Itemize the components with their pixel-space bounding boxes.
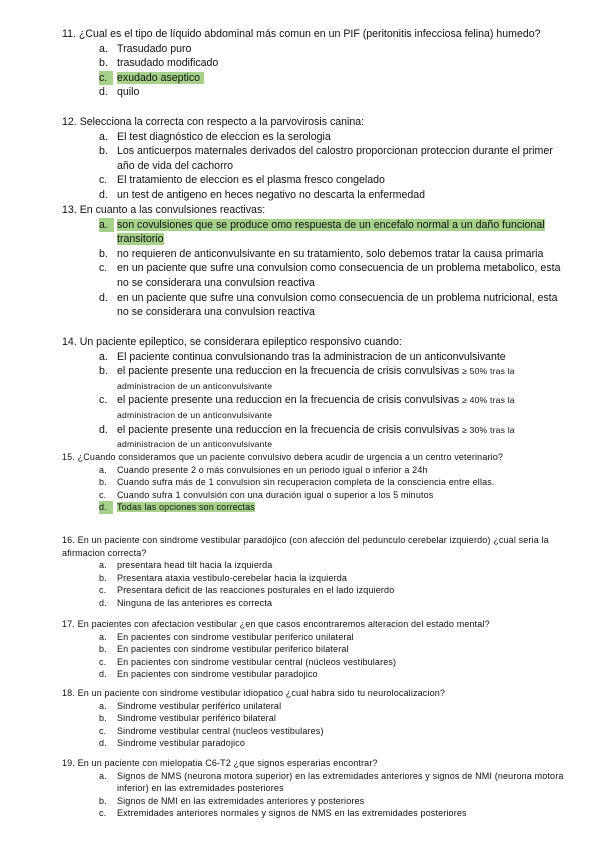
option-b: b. Cuando sufra más de 1 convulsion sin recuperacion completa de la consciencia entre ellas.	[99, 477, 495, 488]
question-text: 17. En pacientes con afectacion vestibular ¿en que casos encontraremos alteracion del estado mental?	[62, 619, 490, 629]
option-list	[62, 770, 572, 820]
option-list	[62, 464, 572, 514]
option-d: d. En pacientes con sindrome vestibular paradojico	[99, 669, 318, 680]
option-c: c. el paciente presente una reduccion en la frecuencia de crisis convulsivas ≥ 40% tras la administracion de un anticonvulsivante	[99, 394, 515, 420]
question-text: 15. ¿Cuando consideramos que un paciente convulsivo debera acudir de urgencia a un centro veterinario?	[62, 452, 504, 462]
option-b: b. trasudado modificado	[99, 57, 219, 70]
option-b: b. En pacientes con sindrome vestibular periferico bilateral	[99, 644, 349, 655]
option-c: c. Presentara deficit de las reacciones posturales en el lado izquierdo	[99, 585, 395, 596]
option-list	[62, 42, 572, 100]
question-15	[62, 451, 572, 514]
option-d: d. Ninguna de las anteriores es correcta	[99, 597, 273, 608]
option-c-correct: c. exudado aseptico	[62, 71, 572, 86]
option-list	[62, 700, 572, 750]
option-c: c. El tratamiento de eleccion es el plasma fresco congelado	[99, 174, 385, 187]
option-b: b. Sindrome vestibular periférico bilateral	[99, 713, 277, 724]
question-16	[62, 534, 572, 610]
question-text: 18. En un paciente con sindrome vestibular idiopatico ¿cual habra sido tu neurolocalizacion?	[62, 688, 446, 698]
question-18	[62, 687, 572, 750]
option-d: d. en un paciente que sufre una convulsion como consecuencia de un problema nutricional, esta no se considerara una convulsion reactiva	[99, 291, 558, 319]
option-list	[62, 631, 572, 681]
option-a: a. Sindrome vestibular periférico unilateral	[99, 700, 282, 711]
option-a: a. Signos de NMS (neurona motora superior) en las extremidades anteriores y signos de NMI (neurona motora inferior) en las extremidades posteriores	[99, 770, 564, 794]
option-a: a. El paciente continua convulsionando tras la administracion de un anticonvulsivante	[99, 350, 506, 363]
question-19	[62, 757, 572, 820]
question-text: 12. Selecciona la correcta con respecto a la parvovirosis canina:	[62, 116, 365, 128]
option-d: d. un test de antigeno en heces negativo no descarta la enfermedad	[99, 188, 426, 201]
question-text: 13. En cuanto a las convulsiones reactivas:	[62, 204, 266, 216]
option-list	[62, 218, 572, 320]
option-d-correct: d. Todas las opciones son correctas	[99, 502, 255, 513]
question-17	[62, 618, 572, 681]
option-a: a. Cuando presente 2 o más convulsiones en un periodo igual o inferior a 24h	[99, 464, 428, 475]
question-14	[62, 335, 572, 452]
option-a: a. En pacientes con sindrome vestibular periferico unilateral	[99, 631, 354, 642]
option-c: c. Extremidades anteriores normales y signos de NMS en las extremidades posteriores	[99, 808, 467, 819]
option-a: a. El test diagnóstico de eleccion es la serologia	[99, 130, 331, 143]
question-13	[62, 203, 572, 320]
option-c: c. en un paciente que sufre una convulsion como consecuencia de un problema metabolico, esta no se considerara una convulsion reactiva	[99, 262, 561, 289]
question-text: 11. ¿Cual es el tipo de líquido abdominal más comun en un PIF (peritonitis infecciosa felina) humedo?	[62, 28, 541, 40]
option-a-correct: a. son covulsiones que se produce omo respuesta de un encefalo normal a un daño funcional transitorio	[99, 218, 545, 246]
question-text: 16. En un paciente con sindrome vestibular paradójico (con afección del pedunculo cerebelar izquierdo) ¿cual seria la afirmacion correcta?	[62, 535, 549, 558]
option-b: b. no requieren de anticonvulsivante en su tratamiento, solo debemos tratar la causa primaria	[99, 247, 544, 260]
option-list	[62, 350, 572, 452]
option-d: d. quilo	[99, 86, 140, 99]
option-list	[62, 559, 572, 609]
question-12	[62, 115, 572, 203]
option-d: d. Sindrome vestibular paradojico	[99, 738, 246, 749]
option-d: d. el paciente presente una reduccion en la frecuencia de crisis convulsivas ≥ 30% tras la administracion de un anticonvulsivante	[99, 423, 515, 450]
option-b: b. Los anticuerpos maternales derivados del calostro proporcionan proteccion durante el primer año de vida del cachorro	[99, 145, 553, 172]
option-c: c. Sindrome vestibular central (nucleos vestibulares)	[99, 725, 324, 736]
option-b: b. Signos de NMI en las extremidades anteriores y posteriores	[99, 795, 365, 806]
option-b: b. Presentara ataxia vestibulo-cerebelar hacia la izquierda	[99, 572, 348, 583]
option-c: c. En pacientes con sindrome vestibular central (núcleos vestibulares)	[99, 656, 397, 667]
question-11	[62, 27, 572, 100]
question-text: 14. Un paciente epileptico, se considerara epileptico responsivo cuando:	[62, 336, 402, 348]
option-list	[62, 130, 572, 203]
question-text: 19. En un paciente con mielopatia C6-T2 ¿que signos esperarias encontrar?	[62, 758, 378, 768]
option-a: a. presentara head tilt hacia la izquierda	[99, 560, 273, 571]
option-c: c. Cuando sufra 1 convulsión con una duración igual o superior a los 5 minutos	[99, 489, 434, 500]
option-a: a. Trasudado puro	[99, 42, 192, 55]
option-b: b. el paciente presente una reduccion en la frecuencia de crisis convulsivas ≥ 50% tras la administracion de un anticonvulsivante	[99, 365, 515, 391]
